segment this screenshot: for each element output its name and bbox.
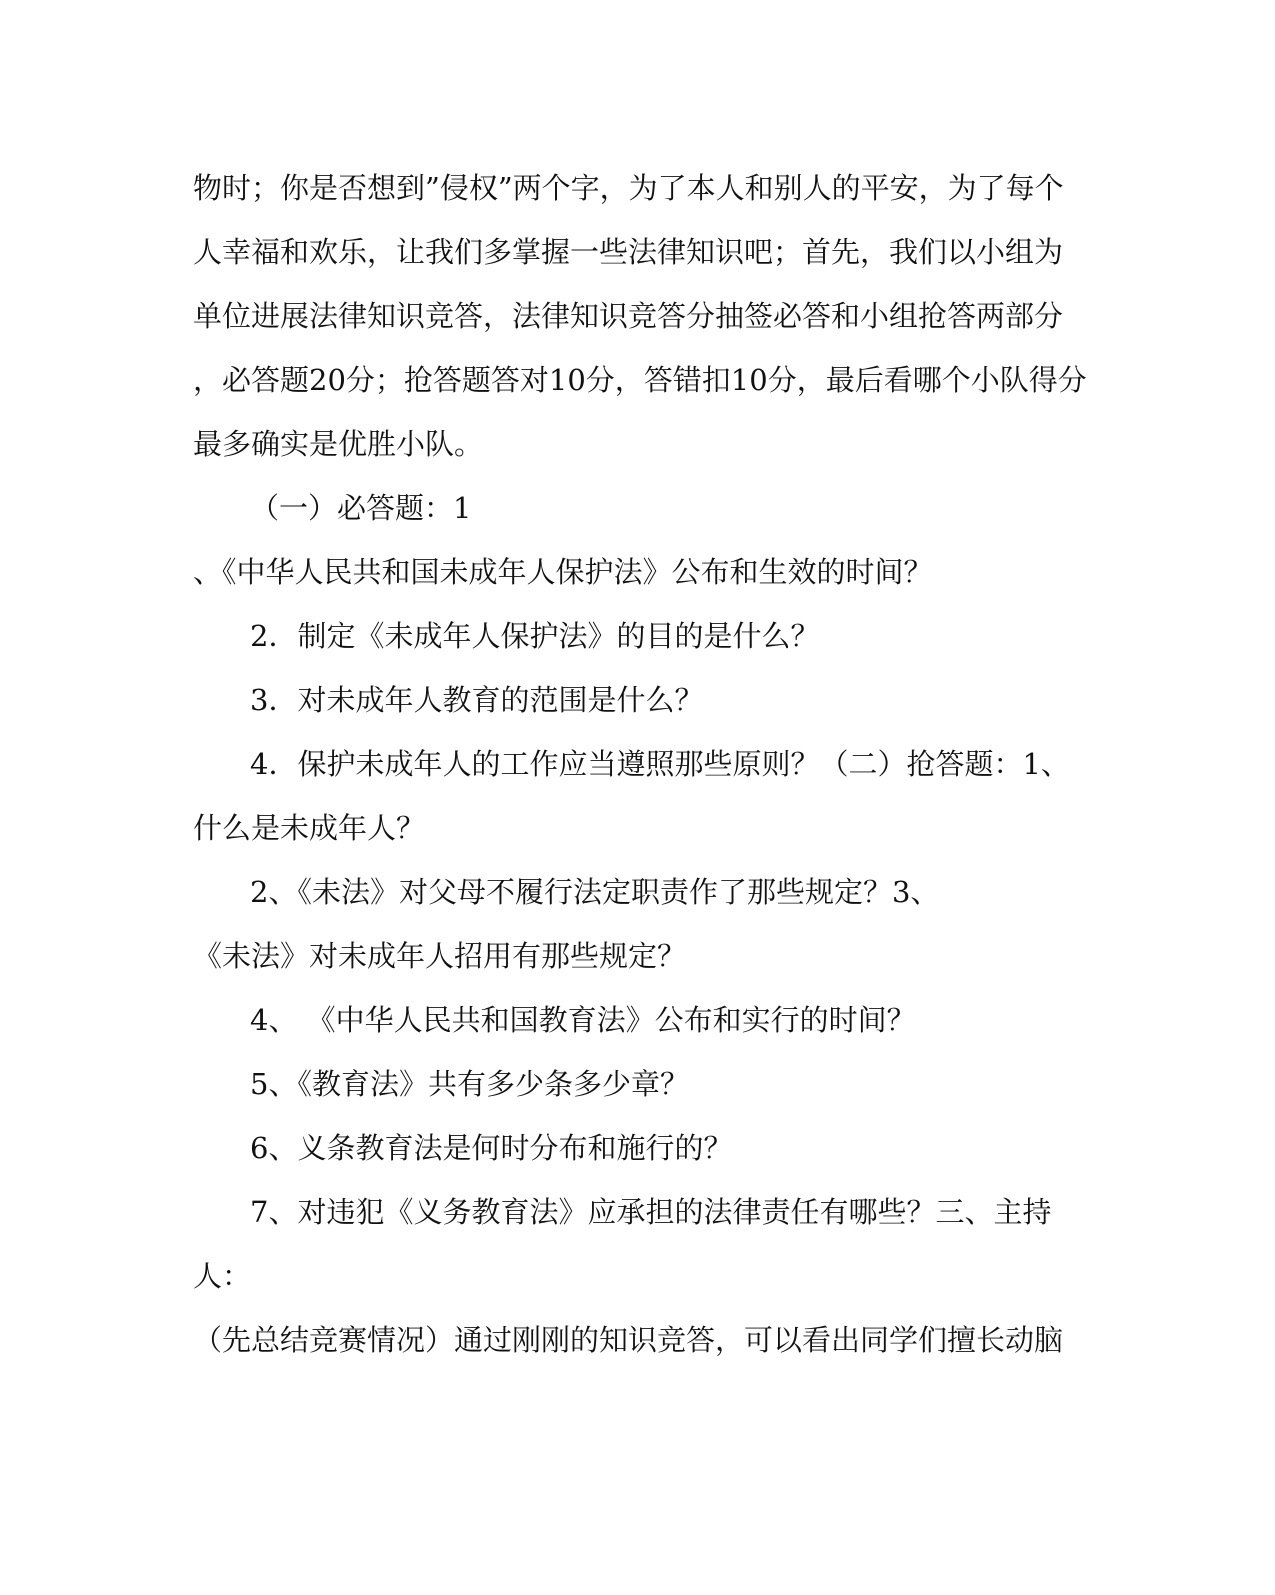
- paragraph-line-2: 人幸福和欢乐，让我们多掌握一些法律知识吧；首先，我们以小组为: [193, 235, 1064, 269]
- section-heading-required: （一）必答题：1: [250, 491, 472, 525]
- paragraph-line-1: 物时；你是否想到”侵权”两个字，为了本人和别人的平安，为了每个: [193, 171, 1064, 205]
- question-line: 2、《未法》对父母不履行法定职责作了那些规定？3、: [250, 875, 940, 909]
- question-line: 7、对违犯《义务教育法》应承担的法律责任有哪些？三、主持: [250, 1195, 1052, 1229]
- paragraph-line: 人：: [193, 1259, 252, 1293]
- question-line: 、《中华人民共和国未成年人保护法》公布和生效的时间？: [193, 555, 933, 589]
- question-line: 6、义条教育法是何时分布和施行的？: [250, 1131, 733, 1165]
- question-line: 什么是未成年人？: [193, 811, 426, 845]
- question-line: 《未法》对未成年人招用有那些规定？: [193, 939, 687, 973]
- paragraph-line-5: 最多确实是优胜小队。: [193, 427, 484, 461]
- question-line: 5、《教育法》共有多少条多少章？: [250, 1067, 689, 1101]
- question-line: 3．对未成年人教育的范围是什么？: [250, 683, 704, 717]
- question-line: 2．制定《未成年人保护法》的目的是什么？: [250, 619, 820, 653]
- question-line: 4、 《中华人民共和国教育法》公布和实行的时间？: [250, 1003, 916, 1037]
- paragraph-line-4: ，必答题20分；抢答题答对10分，答错扣10分，最后看哪个小队得分: [193, 363, 1087, 397]
- paragraph-line-3: 单位进展法律知识竞答，法律知识竞答分抽签必答和小组抢答两部分: [193, 299, 1064, 333]
- question-line: 4．保护未成年人的工作应当遵照那些原则？（二）抢答题：1、: [250, 747, 1070, 781]
- paragraph-line: （先总结竞赛情况）通过刚刚的知识竞答，可以看出同学们擅长动脑: [193, 1323, 1064, 1357]
